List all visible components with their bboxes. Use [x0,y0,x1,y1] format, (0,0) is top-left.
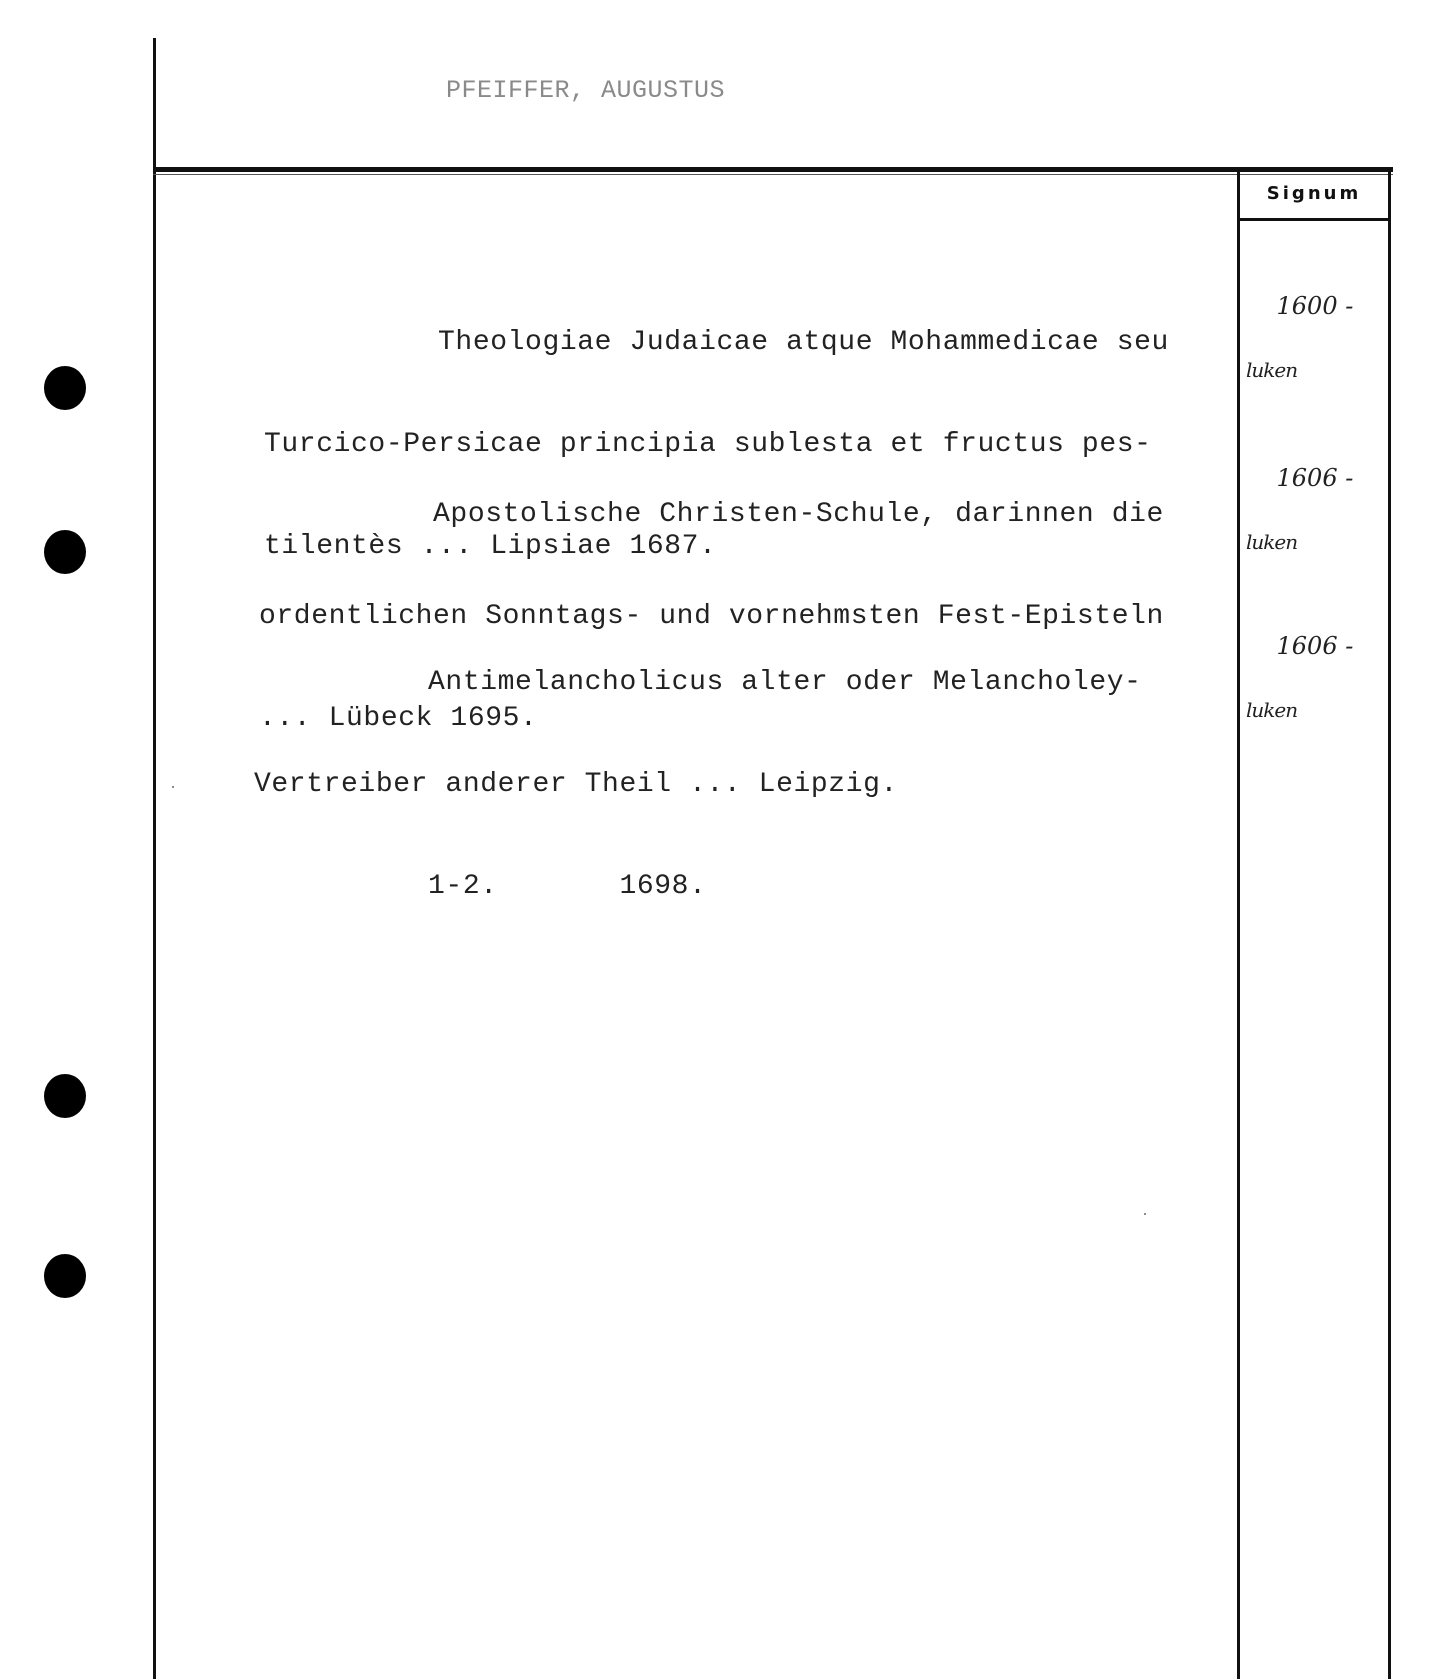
signum-number: 1606 - [1276,464,1354,492]
header-rule-shadow [153,174,1393,175]
entry-line: Vertreiber anderer Theil ... Leipzig. [254,769,898,800]
paper-speck [172,786,174,788]
bibliographic-entry [254,598,1142,972]
signum-column-label: Signum [1266,183,1362,204]
signum-handwritten-note: luken [1246,358,1298,382]
entry-line: Theologiae Judaicae atque Mohammedicae seu [264,327,1169,358]
entry-line: tilentès ... Lipsiae 1687. [264,531,717,562]
signum-number: 1606 - [1276,632,1354,660]
entry-line: 1-2. 1698. [254,871,707,902]
punch-hole [44,530,86,574]
entry-line: Antimelancholicus alter oder Melancholey- [254,667,1142,698]
signum-header-rule [1237,218,1391,221]
signum-column-rule [1237,172,1240,1679]
paper-speck [1144,1213,1146,1215]
header-rule [153,167,1393,172]
entry-line: ordentlichen Sonntags- und vornehmsten Fest-Episteln [259,601,1164,632]
punch-hole [44,366,86,410]
left-margin-rule [153,38,156,1679]
signum-entry [1246,430,1353,622]
entry-line: ... Lübeck 1695. [259,703,538,734]
punch-hole [44,1254,86,1298]
signum-handwritten-note: luken [1246,698,1298,722]
signum-entry [1246,598,1353,790]
signum-handwritten-note: luken [1246,530,1298,554]
signum-entry [1246,258,1353,450]
entry-line: Turcico-Persicae principia sublesta et fructus pes- [264,429,1152,460]
punch-hole [44,1074,86,1118]
signum-number: 1600 - [1276,292,1354,320]
right-border-rule [1388,167,1391,1679]
entry-line: Apostolische Christen-Schule, darinnen die [259,499,1164,530]
card-heading: PFEIFFER, AUGUSTUS [446,76,726,105]
